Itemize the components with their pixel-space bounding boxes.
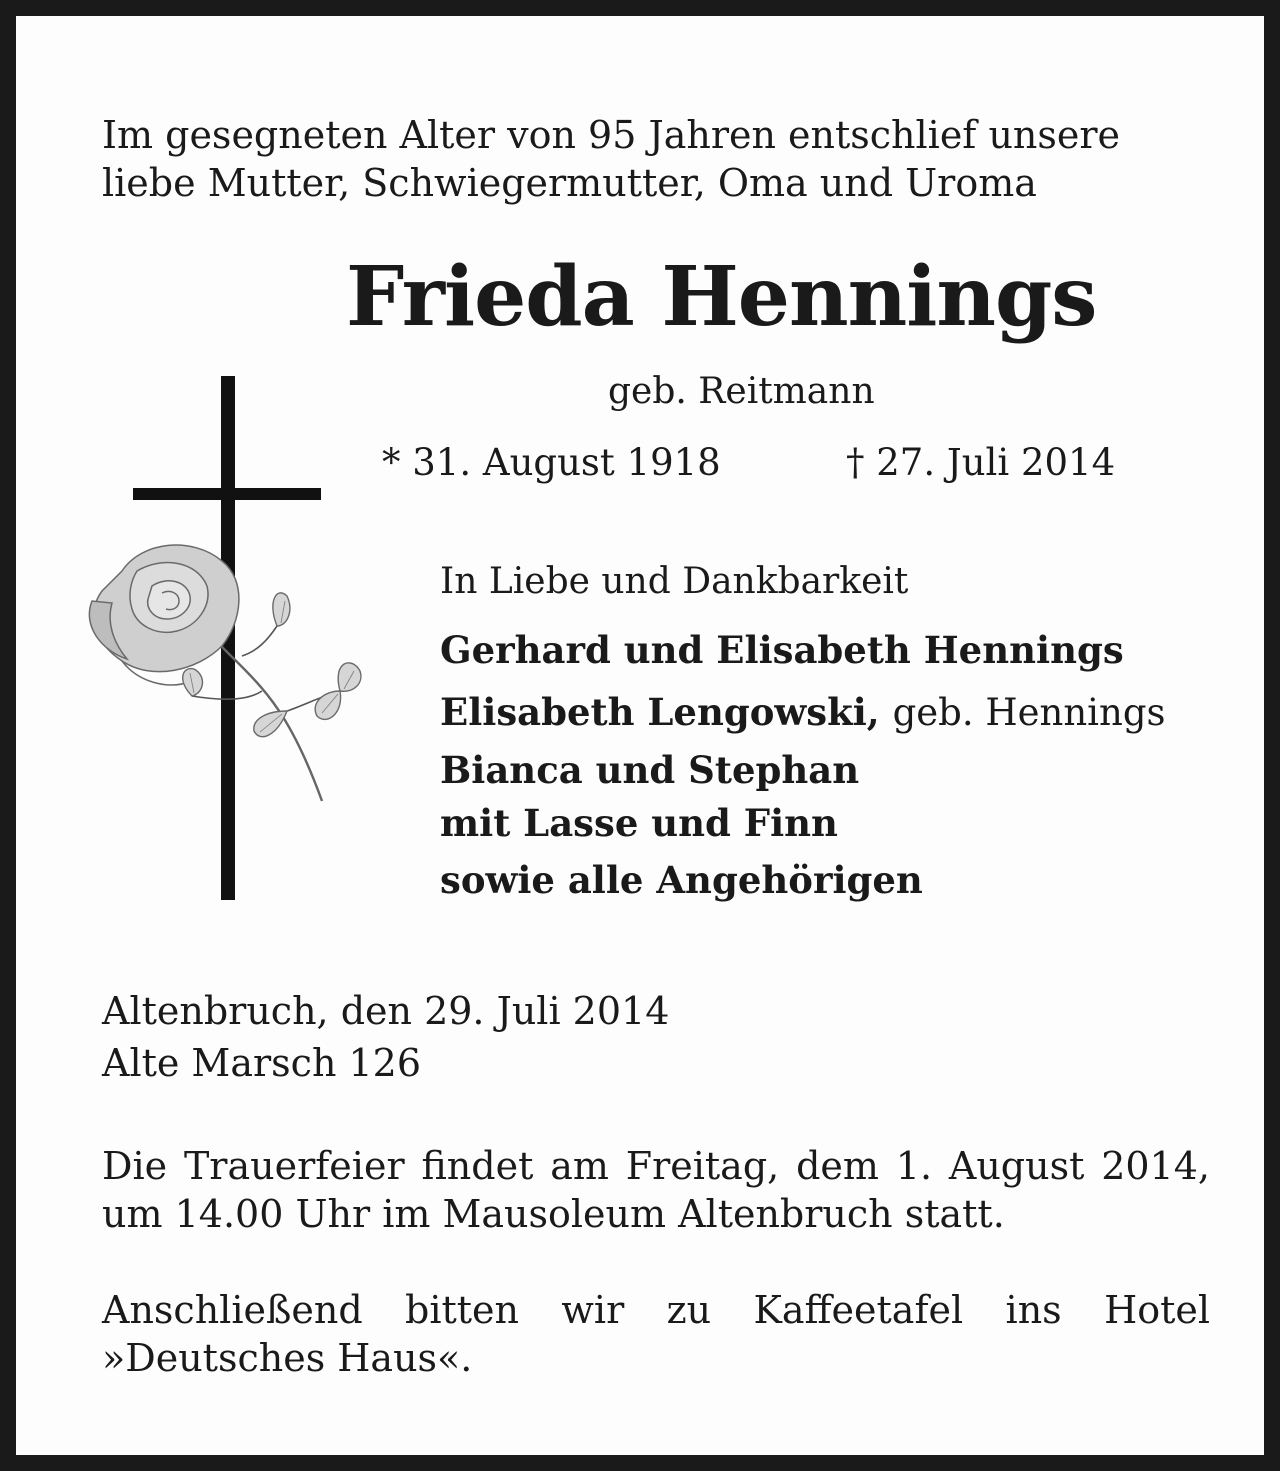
cross-icon-horizontal bbox=[133, 488, 321, 500]
mourner-line-2-name: Elisabeth Lengowski, bbox=[440, 690, 880, 734]
mourner-line-3: Bianca und Stephan bbox=[440, 748, 860, 792]
place-date: Altenbruch, den 29. Juli 2014 bbox=[102, 989, 670, 1033]
ceremony-text: Die Trauerfeier findet am Freitag, dem 1. August 2014, um 14.00 Uhr im Mausoleum Altenbruch statt. bbox=[102, 1144, 1210, 1236]
birth-name: geb. Reitmann bbox=[608, 371, 875, 412]
reception-text: Anschließend bitten wir zu Kaffeetafel ins Hotel »Deutsches Haus«. bbox=[102, 1288, 1210, 1380]
death-date: † 27. Juli 2014 bbox=[846, 441, 1116, 484]
mourner-line-2 bbox=[440, 690, 1166, 734]
mourners-heading: In Liebe und Dankbarkeit bbox=[440, 561, 909, 602]
address: Alte Marsch 126 bbox=[102, 1041, 422, 1085]
mourner-line-4: mit Lasse und Finn bbox=[440, 801, 838, 845]
birth-date: * 31. August 1918 bbox=[382, 441, 721, 484]
mourner-line-2-birth-name: geb. Hennings bbox=[892, 691, 1166, 734]
mourner-line-1: Gerhard und Elisabeth Hennings bbox=[440, 628, 1124, 672]
intro-line-1: Im gesegneten Alter von 95 Jahren entschlief unsere bbox=[102, 113, 1121, 157]
mourner-line-5: sowie alle Angehörigen bbox=[440, 858, 923, 902]
rose-icon bbox=[82, 531, 372, 821]
intro-line-2: liebe Mutter, Schwiegermutter, Oma und Uroma bbox=[102, 161, 1037, 205]
deceased-name: Frieda Hennings bbox=[346, 249, 1097, 345]
